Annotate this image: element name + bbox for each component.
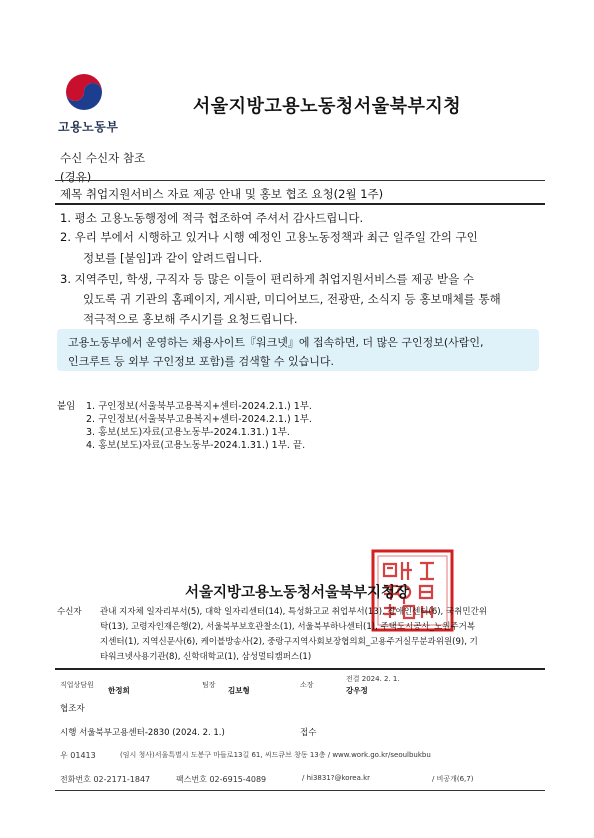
attachment-item-1: 1. 구인정보(서울북부고용복지+센터-2024.2.1.) 1부.: [86, 401, 312, 412]
divider: [55, 790, 545, 791]
via-line: (경유): [60, 170, 92, 184]
issuer-title: 서울지방고용노동청서울북부지청장: [184, 585, 410, 601]
paragraph-2-line-1: 2. 우리 부에서 시행하고 있거나 시행 예정인 고용노동정책과 최근 일주일 간의 구인: [60, 230, 478, 244]
disclosure-status: / 비공개(6,7): [432, 775, 474, 783]
reception-label: 접수: [300, 728, 317, 738]
divider: [55, 180, 545, 181]
attachments-label: 붙임: [57, 401, 76, 412]
divider: [55, 203, 545, 205]
notice-line-2: 인크루트 등 외부 구인정보 포함)를 검색할 수 있습니다.: [68, 355, 335, 368]
chief-name: 강우정: [346, 686, 368, 695]
logo-label: 고용노동부: [58, 120, 119, 134]
paragraph-1: 1. 평소 고용노동행정에 적극 협조하여 주셔서 감사드립니다.: [60, 211, 364, 225]
notice-line-1: 고용노동부에서 운영하는 채용사이트『워크넷』에 접속하면, 더 많은 구인정보(사람인,: [68, 336, 484, 349]
recipient-line: 수신 수신자 참조: [60, 151, 146, 165]
chief-title: 소장: [300, 681, 314, 689]
recipients-line-2: 탁(13), 고령자인재은행(2), 서울북부보호관찰소(1), 서울북부하나센터(1), 주택도시공사_노원주거복: [100, 622, 476, 632]
divider: [55, 668, 545, 670]
recipients-line-3: 지센터(1), 지역신문사(6), 케이블방송사(2), 중랑구지역사회보장협의회_고용주거실무분과위원(9), 기: [100, 637, 478, 647]
paragraph-3-line-2: 있도록 귀 기관의 홈페이지, 게시판, 미디어보드, 전광판, 소식지 등 홍보매체를 통해: [83, 292, 501, 306]
email-address: / hi3831?@korea.kr: [302, 774, 371, 782]
staff-name: 한정희: [108, 686, 130, 695]
paragraph-3-line-1: 3. 지역주민, 학생, 구직자 등 많은 이들이 편리하게 취업지원서비스를 제공 받을 수: [60, 272, 474, 286]
attachment-item-2: 2. 구인정보(서울북부고용복지+센터-2024.2.1.) 1부.: [86, 414, 312, 425]
attachment-item-3: 3. 홍보(보도)자료(고용노동부-2024.1.31.) 1부.: [86, 427, 290, 438]
lead-title: 팀장: [202, 681, 216, 689]
staff-title: 직업상담원: [60, 681, 94, 689]
recipients-line-1: 관내 지자체 일자리부서(5), 대학 일자리센터(14), 특성화고교 취업부서(13), 장애인센터(6), 국취민간위: [100, 607, 487, 617]
recipients-line-4: 타워크넷사용기관(8), 신학대학교(1), 삼성멀티캠퍼스(1): [100, 652, 312, 662]
attachment-item-4: 4. 홍보(보도)자료(고용노동부-2024.1.31.) 1부. 끝.: [86, 440, 306, 451]
page-title: 서울지방고용노동청서울북부지청: [192, 96, 462, 117]
fax-number: 팩스번호 02-6915-4089: [176, 775, 267, 784]
enforcement-line: 시행 서울북부고용센터-2830 (2024. 2. 1.): [60, 728, 225, 738]
postal-code: 우 01413: [60, 751, 96, 760]
paragraph-3-line-3: 적극적으로 홍보해 주시기를 요청드립니다.: [83, 312, 298, 326]
subject-line: 제목 취업지원서비스 자료 제공 안내 및 홍보 협조 요청(2월 1주): [60, 187, 384, 201]
phone-number: 전화번호 02-2171-1847: [60, 775, 151, 784]
lead-name: 김보형: [228, 686, 250, 695]
recipients-label: 수신자: [57, 607, 82, 617]
cooperator-label: 협조자: [60, 704, 85, 714]
address-line: (임시 청사)서울특별시 도봉구 마들로13길 61, 씨드큐브 창동 13층 / www.work.go.kr/seoulbukbu: [120, 751, 431, 759]
paragraph-2-line-2: 정보를 [붙임]과 같이 알려드립니다.: [83, 251, 263, 265]
approval-date: 전결 2024. 2. 1.: [346, 675, 400, 683]
